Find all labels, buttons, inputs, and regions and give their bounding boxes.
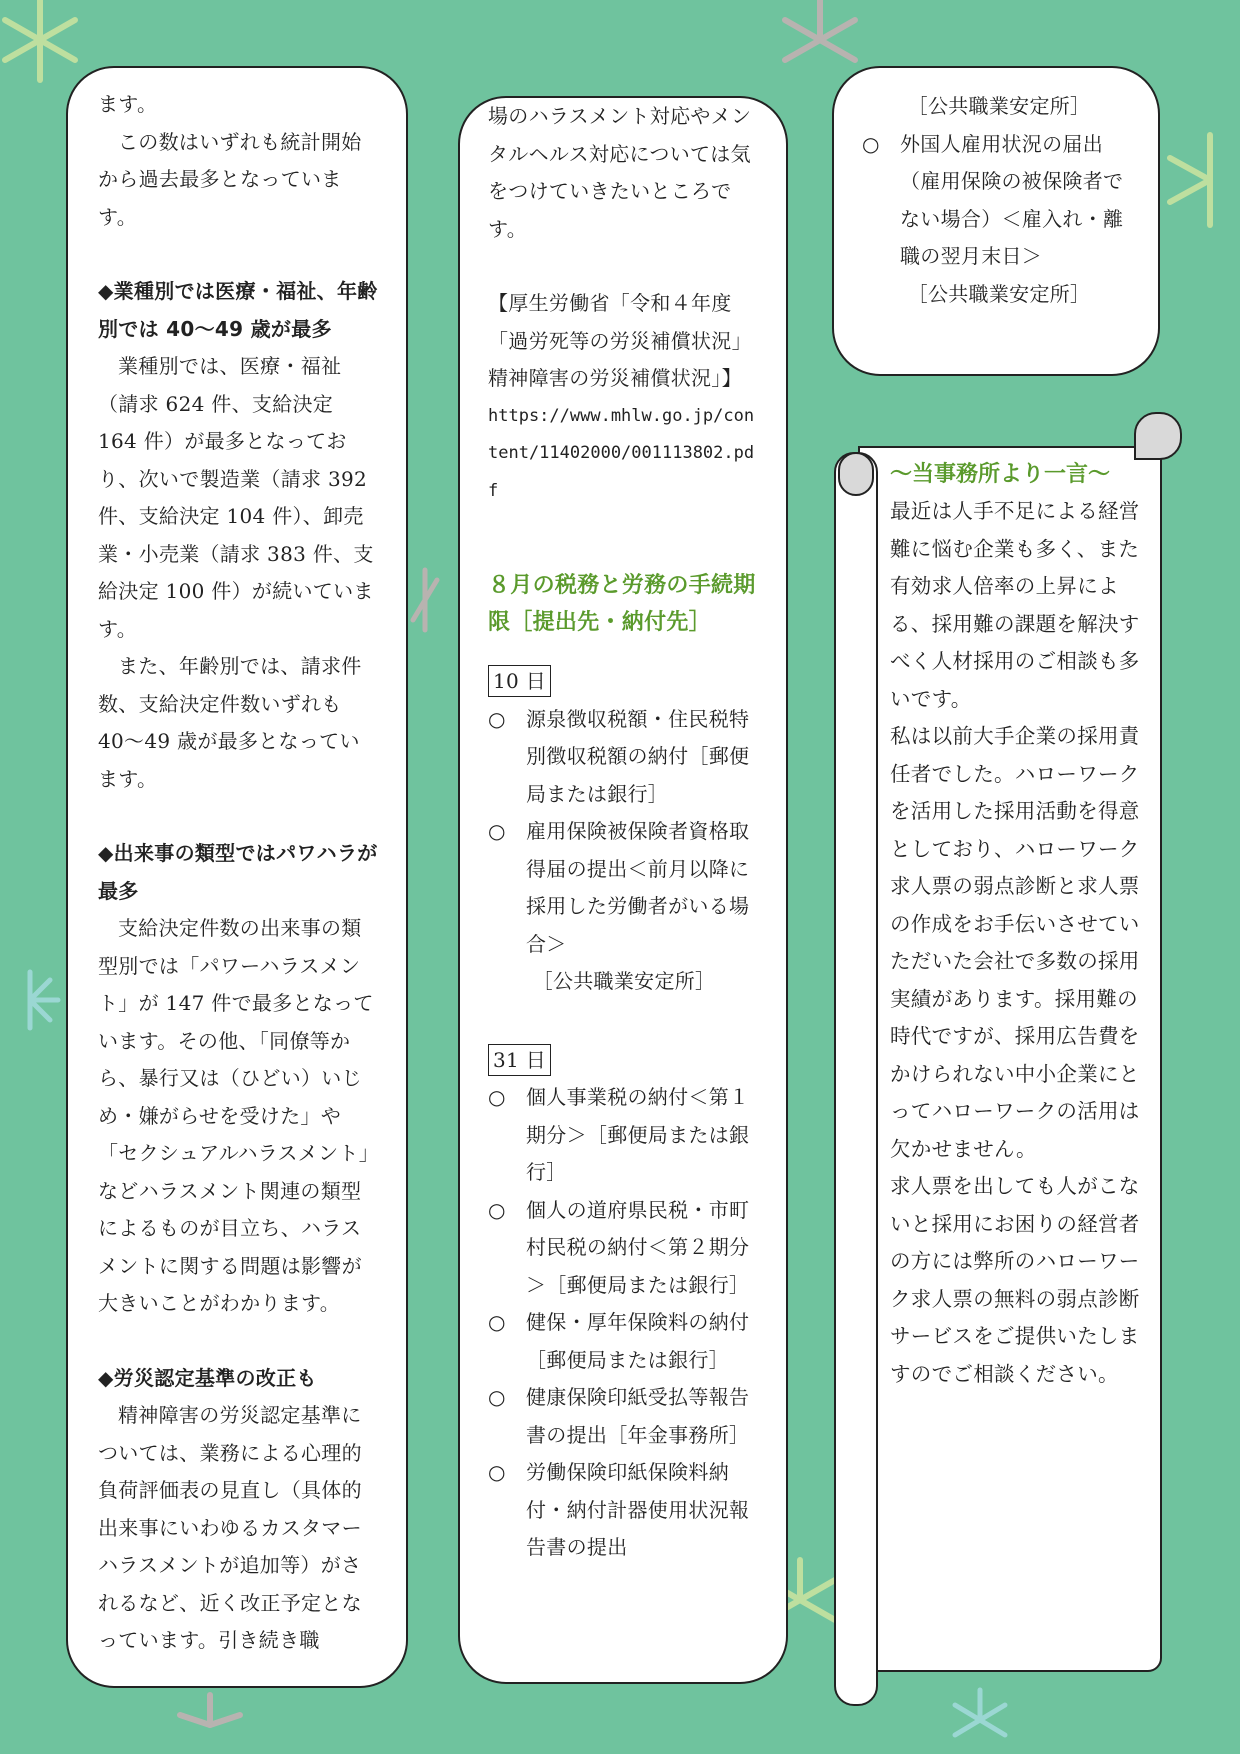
column-1-panel — [66, 66, 408, 1688]
list-item: ○ 労働保険印紙保険料納付・納付計器使用状況報告書の提出 — [488, 1454, 760, 1567]
office-message-scroll — [834, 412, 1184, 1702]
col1-heading: ◆業種別では医療・福祉、年齢別では 40〜49 歳が最多 — [98, 279, 378, 341]
scroll-paragraph: 最近は人手不足による経営難に悩む企業も多く、また有効求人倍率の上昇による、採用難の課題を解決すべく人材採用のご相談も多いです。 — [890, 499, 1140, 711]
circle-bullet-icon: ○ — [862, 131, 880, 156]
submission-office: ［公共職業安定所］ — [907, 281, 1091, 306]
date-label-31: 31 日 — [488, 1044, 551, 1076]
date-label-10: 10 日 — [488, 665, 551, 697]
circle-bullet-icon: ○ — [488, 706, 506, 731]
firework-icon — [1170, 135, 1210, 225]
scroll-roll-cap — [838, 452, 874, 496]
column-2-panel — [458, 96, 788, 1684]
col1-paragraph: また、年齢別では、請求件数、支給決定件数いずれも 40〜49 歳が最多となっています。 — [98, 654, 362, 791]
list-item: ○ 個人の道府県民税・市町村民税の納付＜第２期分＞［郵便局または銀行］ — [488, 1192, 760, 1305]
scroll-paragraph: 私は以前大手企業の採用責任者でした。ハローワークを活用した採用活動を得意としており、ハローワーク求人票の弱点診断と求人票の作成をお手伝いさせていただいた会社で多数の採用実績があります。採用難の時代ですが、採用広告費をかけられない中小企業にとってハローワークの活用は欠かせません。 — [890, 724, 1140, 1161]
scroll-paragraph: 求人票を出しても人がこないと採用にお困りの経営者の方には弊所のハローワーク求人票の無料の弱点診断サービスをご提供いたしますのでご相談ください。 — [890, 1174, 1140, 1386]
list-item: ○ 健康保険印紙受払等報告書の提出［年金事務所］ — [488, 1379, 760, 1454]
firework-icon — [180, 1695, 240, 1725]
col1-paragraph: 支給決定件数の出来事の類型別では「パワーハラスメント」が 147 件で最多となっています。その他、「同僚等から、暴行又は（ひどい）いじめ・嫌がらせを受けた」や「セクシュアルハラスメント」などハラスメント関連の類型によるものが目立ち、ハラスメントに関する問題は影響が大きいことがわかります。 — [98, 916, 374, 1315]
circle-bullet-icon: ○ — [488, 1310, 506, 1334]
list-item: ○ 外国人雇用状況の届出（雇用保険の被保険者でない場合）＜雇入れ・離職の翌月末日＞ — [862, 126, 1136, 276]
source-citation: 【厚生労働省「令和４年度「過労死等の労災補償状況」精神障害の労災補償状況」】 — [488, 291, 752, 390]
firework-icon — [30, 972, 58, 1028]
circle-bullet-icon: ○ — [488, 819, 506, 843]
firework-icon — [5, 0, 75, 80]
circle-bullet-icon: ○ — [488, 1385, 506, 1409]
col1-heading: ◆出来事の類型ではパワハラが最多 — [98, 841, 378, 903]
col1-paragraph: ます。 — [98, 92, 158, 116]
circle-bullet-icon: ○ — [488, 1085, 506, 1109]
firework-icon — [785, 0, 855, 60]
col1-heading: ◆労災認定基準の改正も — [98, 1365, 317, 1390]
scroll-roll-left — [834, 452, 878, 1706]
col1-paragraph: 業種別では、医療・福祉（請求 624 件、支給決定 164 件）が最多となっており、次いで製造業（請求 392 件、支給決定 104 件）、卸売業・小売業（請求 383 件、支給決定 100 件）が続いています。 — [98, 354, 374, 641]
submission-office: ［公共職業安定所］ — [532, 969, 716, 993]
col1-paragraph: この数はいずれも統計開始から過去最多となっています。 — [98, 129, 362, 229]
firework-icon — [413, 570, 437, 630]
col1-paragraph: 精神障害の労災認定基準については、業務による心理的負荷評価表の見直し（具体的出来事にいわゆるカスタマーハラスメントが追加等）がされるなど、近く改正予定となっています。引き続き職 — [98, 1403, 362, 1652]
submission-office: ［公共職業安定所］ — [907, 94, 1091, 118]
source-url-link[interactable]: https://www.mhlw.go.jp/content/11402000/001113802.pdf — [488, 405, 755, 501]
circle-bullet-icon: ○ — [488, 1460, 506, 1484]
list-item: ○ 雇用保険被保険者資格取得届の提出＜前月以降に採用した労働者がいる場合＞ — [488, 813, 760, 963]
list-item: ○ 健保・厚年保険料の納付［郵便局または銀行］ — [488, 1304, 760, 1379]
deadline-heading: ８月の税務と労務の手続期限［提出先・納付先］ — [488, 573, 756, 635]
list-item: ○ 個人事業税の納付＜第１期分＞［郵便局または銀行］ — [488, 1079, 760, 1192]
scroll-title: 〜当事務所より一言〜 — [890, 462, 1111, 487]
deadline-list-10 — [488, 701, 760, 1001]
col2-paragraph: 場のハラスメント対応やメンタルヘルス対応については気をつけていきたいところです。 — [488, 104, 752, 241]
deadline-list-31 — [488, 1079, 760, 1567]
column-3-panel — [832, 66, 1160, 376]
circle-bullet-icon: ○ — [488, 1197, 506, 1222]
scroll-roll-top — [1134, 412, 1182, 460]
list-item: ○ 源泉徴収税額・住民税特別徴収税額の納付［郵便局または銀行］ — [488, 701, 760, 814]
